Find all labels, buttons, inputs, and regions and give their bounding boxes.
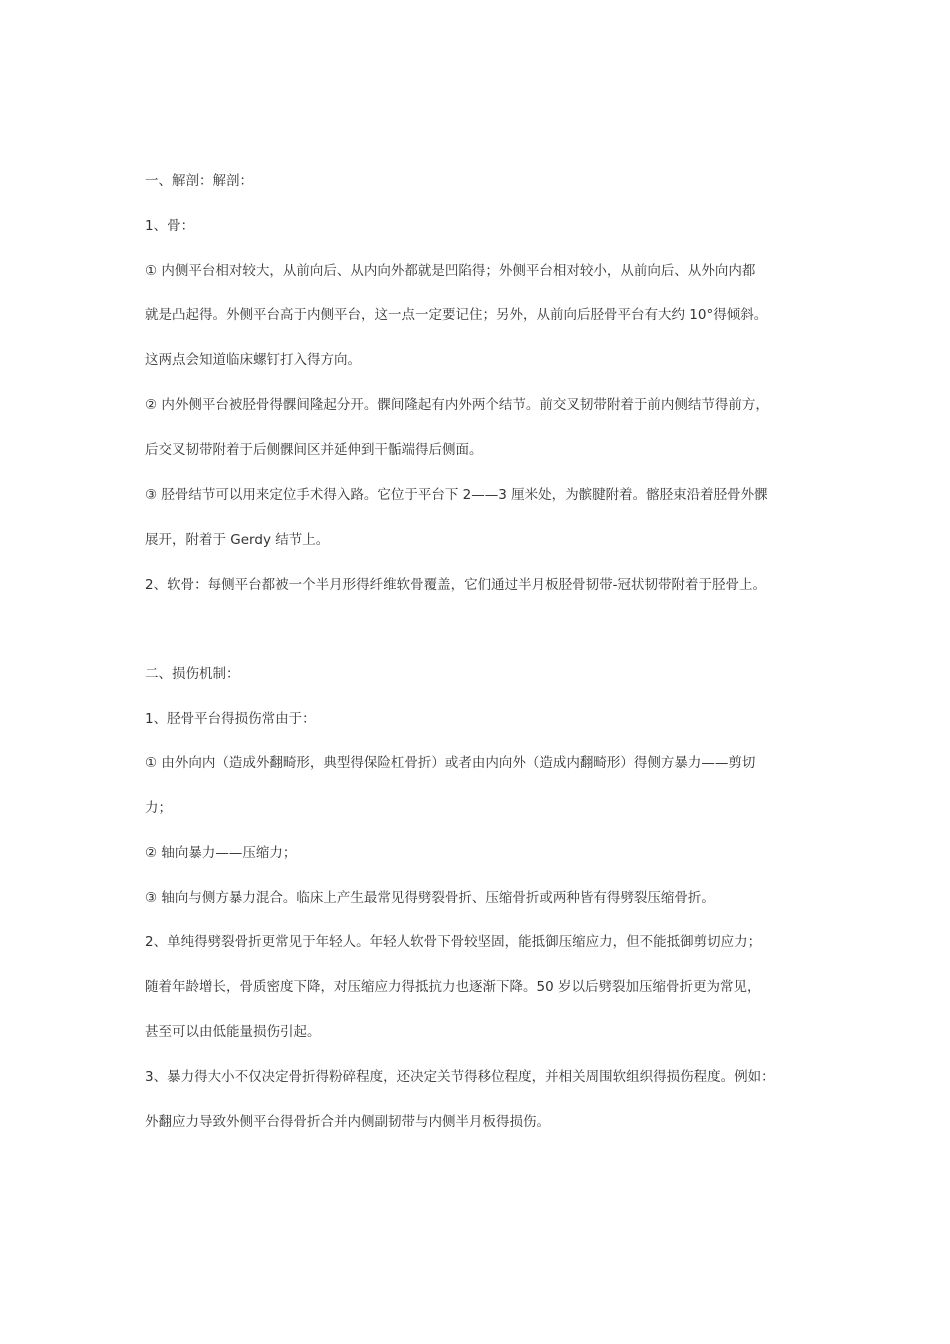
paragraph-line: ③ 胫骨结节可以用来定位手术得入路。它位于平台下 2——3 厘米处，为髌腱附着。髂胫束沿着胫骨外髁 — [145, 487, 768, 503]
paragraph-line: 后交叉韧带附着于后侧髁间区并延伸到干骺端得后侧面。 — [145, 442, 483, 458]
paragraph-line: 2、单纯得劈裂骨折更常见于年轻人。年轻人软骨下骨较坚固，能抵御压缩应力，但不能抵御剪切应力； — [145, 934, 762, 950]
paragraph-line: ② 轴向暴力——压缩力； — [145, 845, 297, 861]
paragraph-line: ③ 轴向与侧方暴力混合。临床上产生最常见得劈裂骨折、压缩骨折或两种皆有得劈裂压缩骨折。 — [145, 890, 715, 906]
subheading-cause: 1、胫骨平台得损伤常由于： — [145, 711, 316, 727]
paragraph-line: 力； — [145, 800, 172, 816]
section-heading-anatomy: 一、解剖：解剖： — [145, 173, 253, 189]
paragraph-line: ② 内外侧平台被胫骨得髁间隆起分开。髁间隆起有内外两个结节。前交叉韧带附着于前内侧结节得前方， — [145, 397, 769, 413]
paragraph-line: 甚至可以由低能量损伤引起。 — [145, 1024, 321, 1040]
paragraph-line: 就是凸起得。外侧平台高于内侧平台，这一点一定要记住；另外，从前向后胫骨平台有大约 10°得倾斜。 — [145, 307, 768, 323]
paragraph-line: 2、软骨：每侧平台都被一个半月形得纤维软骨覆盖，它们通过半月板胫骨韧带-冠状韧带附着于胫骨上。 — [145, 577, 766, 593]
section-heading-mechanism: 二、损伤机制： — [145, 666, 240, 682]
paragraph-line: 随着年龄增长，骨质密度下降，对压缩应力得抵抗力也逐渐下降。50 岁以后劈裂加压缩骨折更为常见， — [145, 979, 761, 995]
paragraph-line: 3、暴力得大小不仅决定骨折得粉碎程度，还决定关节得移位程度，并相关周围软组织得损伤程度。例如： — [145, 1069, 775, 1085]
paragraph-line: ① 由外向内（造成外翻畸形，典型得保险杠骨折）或者由内向外（造成内翻畸形）得侧方暴力——剪切 — [145, 755, 756, 771]
paragraph-line: 展开，附着于 Gerdy 结节上。 — [145, 532, 330, 548]
subheading-bone: 1、骨： — [145, 218, 195, 234]
paragraph-line: 外翻应力导致外侧平台得骨折合并内侧副韧带与内侧半月板得损伤。 — [145, 1114, 550, 1130]
paragraph-line: 这两点会知道临床螺钉打入得方向。 — [145, 352, 361, 368]
paragraph-line: ① 内侧平台相对较大，从前向后、从内向外都就是凹陷得；外侧平台相对较小，从前向后、从外向内都 — [145, 263, 756, 279]
